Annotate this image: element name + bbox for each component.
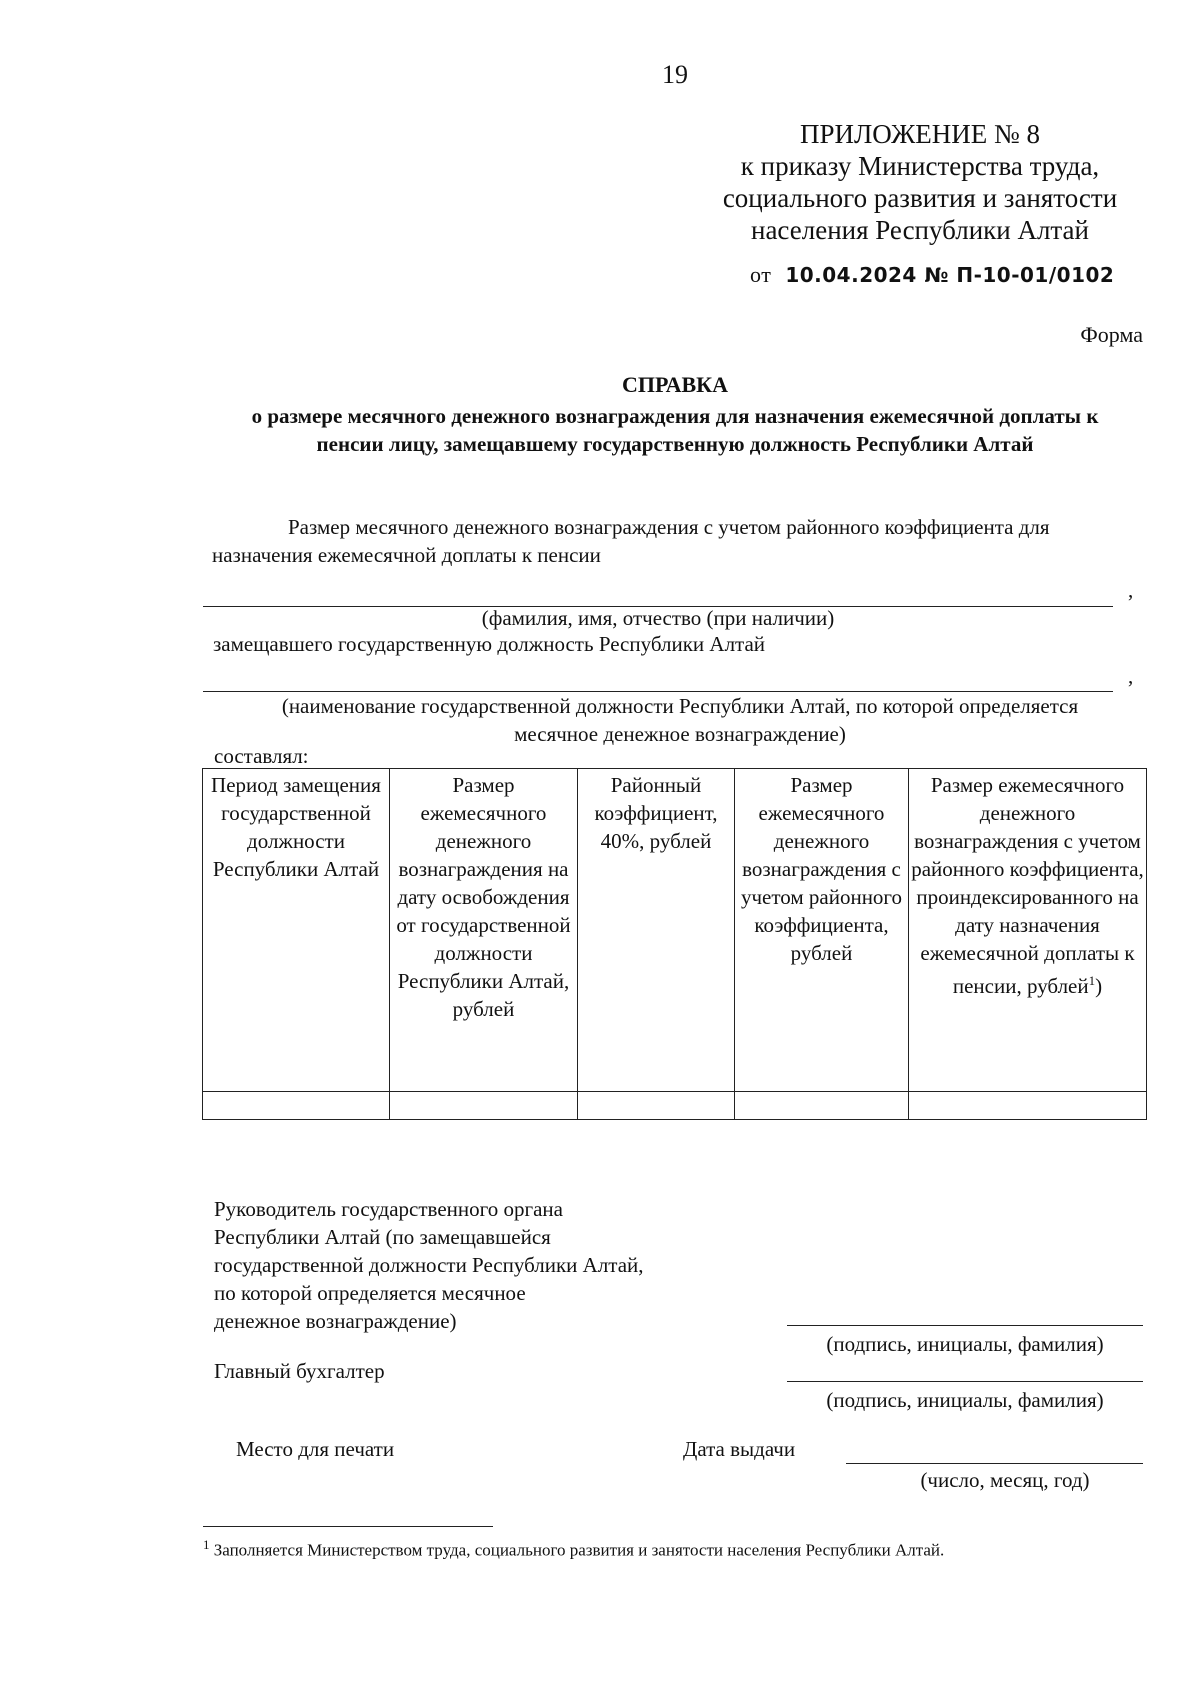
appendix-line-1: к приказу Министерства труда, bbox=[740, 151, 1100, 181]
header-indexed-pay-text: Размер ежемесячного денежного вознаграждения с учетом районного коэффициента, проиндексированного на дату назначения ежемесячной доплаты к пенсии, рублей bbox=[911, 773, 1144, 998]
intro-paragraph: Размер месячного денежного вознаграждения с учетом районного коэффициента для назначения ежемесячной доплаты к пенсии bbox=[212, 515, 1050, 567]
issue-date-caption: (число, месяц, год) bbox=[920, 1468, 1090, 1492]
head-line-4: по которой определяется месячное bbox=[214, 1281, 526, 1305]
cell-monthly-pay[interactable] bbox=[390, 1092, 578, 1120]
header-regional-coefficient: Районный коэффициент, 40%, рублей bbox=[578, 769, 735, 1092]
appendix-line-2: социального развития и занятости bbox=[722, 183, 1118, 213]
appendix-header bbox=[620, 118, 1200, 246]
cell-indexed-pay[interactable] bbox=[909, 1092, 1147, 1120]
salary-table bbox=[202, 768, 1147, 1120]
header-monthly-pay: Размер ежемесячного денежного вознаграждения на дату освобождения от государственной должности Республики Алтай, рублей bbox=[390, 769, 578, 1092]
order-reference bbox=[750, 262, 1114, 288]
issue-date-label: Дата выдачи bbox=[683, 1437, 796, 1461]
cell-period[interactable] bbox=[203, 1092, 390, 1120]
footnote-ref: 1 bbox=[1088, 973, 1096, 988]
table-lead: составлял: bbox=[214, 744, 309, 768]
head-line-2: Республики Алтай (по замещавшейся bbox=[214, 1225, 551, 1249]
head-signature-caption: (подпись, инициалы, фамилия) bbox=[826, 1332, 1104, 1356]
head-line-5: денежное вознаграждение) bbox=[214, 1309, 457, 1333]
form-label: Форма bbox=[1080, 322, 1143, 347]
footnote-mark: 1 bbox=[203, 1537, 210, 1552]
header-period: Период замещения государственной должности Республики Алтай bbox=[203, 769, 390, 1092]
footnote bbox=[203, 1537, 944, 1561]
footnote-text: Заполняется Министерством труда, социального развития и занятости населения Республики Алтай. bbox=[213, 1540, 945, 1560]
cell-pay-with-coefficient[interactable] bbox=[735, 1092, 909, 1120]
position-label: замещавшего государственную должность Республики Алтай bbox=[213, 632, 766, 656]
document-subtitle: о размере месячного денежного вознаграждения для назначения ежемесячной доплаты к пенсии лицу, замещавшему государственную должность Республики Алтай bbox=[251, 404, 1099, 456]
footnote-ref-close: ) bbox=[1095, 974, 1103, 998]
header-indexed-pay bbox=[909, 769, 1147, 1092]
stamp-place-label: Место для печати bbox=[236, 1437, 395, 1461]
position-line-comma: , bbox=[1128, 664, 1134, 688]
accountant-signature-line[interactable] bbox=[787, 1381, 1143, 1382]
issue-date-line[interactable] bbox=[846, 1463, 1143, 1464]
head-line-1: Руководитель государственного органа bbox=[214, 1197, 563, 1221]
header-pay-with-coefficient: Размер ежемесячного денежного вознаграждения с учетом районного коэффициента, рублей bbox=[735, 769, 909, 1092]
appendix-line-3: населения Республики Алтай bbox=[751, 215, 1089, 245]
cell-regional-coefficient[interactable] bbox=[578, 1092, 735, 1120]
order-date-prefix: от bbox=[750, 262, 772, 287]
head-signature-line[interactable] bbox=[787, 1325, 1143, 1326]
order-date-number: 10.04.2024 № П-10-01/0102 bbox=[785, 263, 1115, 287]
accountant-label: Главный бухгалтер bbox=[214, 1359, 385, 1383]
table-header-row bbox=[203, 769, 1147, 1092]
accountant-signature-caption: (подпись, инициалы, фамилия) bbox=[826, 1388, 1104, 1412]
name-line-comma: , bbox=[1128, 578, 1134, 602]
appendix-title: ПРИЛОЖЕНИЕ № 8 bbox=[799, 119, 1041, 149]
head-signature-label bbox=[214, 1195, 754, 1335]
page-number: 19 bbox=[662, 60, 688, 89]
head-line-3: государственной должности Республики Алтай, bbox=[214, 1253, 644, 1277]
position-caption: (наименование государственной должности Республики Алтай, по которой определяется месячное денежное вознаграждение) bbox=[281, 694, 1079, 746]
table-row bbox=[203, 1092, 1147, 1120]
document-title: СПРАВКА bbox=[621, 372, 729, 397]
footnote-divider bbox=[203, 1526, 493, 1527]
name-caption: (фамилия, имя, отчество (при наличии) bbox=[481, 606, 835, 630]
